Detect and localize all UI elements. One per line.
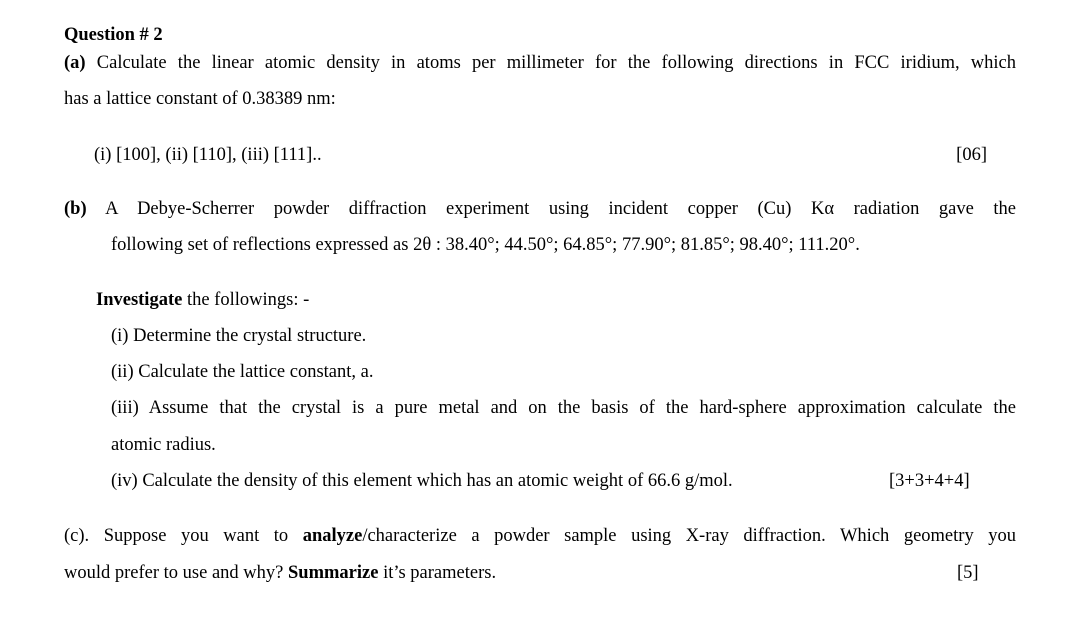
part-a-marks: [06]	[956, 145, 987, 165]
part-c-marks: [5]	[957, 563, 979, 583]
investigate-rest: the followings: -	[182, 290, 310, 310]
part-b-label: (b)	[64, 199, 87, 219]
part-c-bold2: Summarize	[288, 563, 379, 583]
part-b-text: A Debye-Scherrer powder diffraction experiment using incident copper (Cu) Kα radiation gave the	[105, 199, 1016, 219]
part-b-item-iii-cont: atomic radius.	[111, 435, 216, 455]
part-c-text3: would prefer to use and why?	[64, 563, 288, 583]
part-b-item-i: (i) Determine the crystal structure.	[111, 326, 367, 346]
part-c-bold1: analyze	[302, 526, 363, 546]
part-b-item-ii: (ii) Calculate the lattice constant, a.	[111, 362, 374, 382]
part-a-line2: has a lattice constant of 0.38389 nm:	[64, 89, 336, 109]
part-c-text1: (c). Suppose you want to	[64, 526, 303, 546]
part-b-item-iii: (iii) Assume that the crystal is a pure metal and on the basis of the hard-sphere approximation calculate the	[111, 398, 1016, 418]
part-b-line2: following set of reflections expressed as 2θ : 38.40°; 44.50°; 64.85°; 77.90°; 81.85°; 98.40°; 111.20°.	[111, 235, 860, 255]
part-a-directions: (i) [100], (ii) [110], (iii) [111]..	[94, 145, 322, 165]
part-c-line2	[64, 562, 496, 584]
investigate-bold: Investigate	[96, 290, 183, 310]
part-c-text2: /characterize a powder sample using X-ray diffraction. Which geometry you	[362, 526, 1016, 546]
part-b-item-iv: (iv) Calculate the density of this element which has an atomic weight of 66.6 g/mol.	[111, 471, 733, 491]
part-a-text: Calculate the linear atomic density in atoms per millimeter for the following directions in FCC iridium, which	[96, 53, 1017, 73]
part-a-line1	[64, 52, 1016, 74]
question-title: Question # 2	[64, 25, 163, 45]
part-b-marks: [3+3+4+4]	[889, 471, 970, 491]
part-c-text4: it’s parameters.	[378, 563, 497, 583]
part-b-line1	[64, 198, 1016, 220]
investigate-line	[96, 289, 309, 311]
part-a-label: (a)	[64, 53, 86, 73]
part-c-line1	[64, 525, 1016, 547]
